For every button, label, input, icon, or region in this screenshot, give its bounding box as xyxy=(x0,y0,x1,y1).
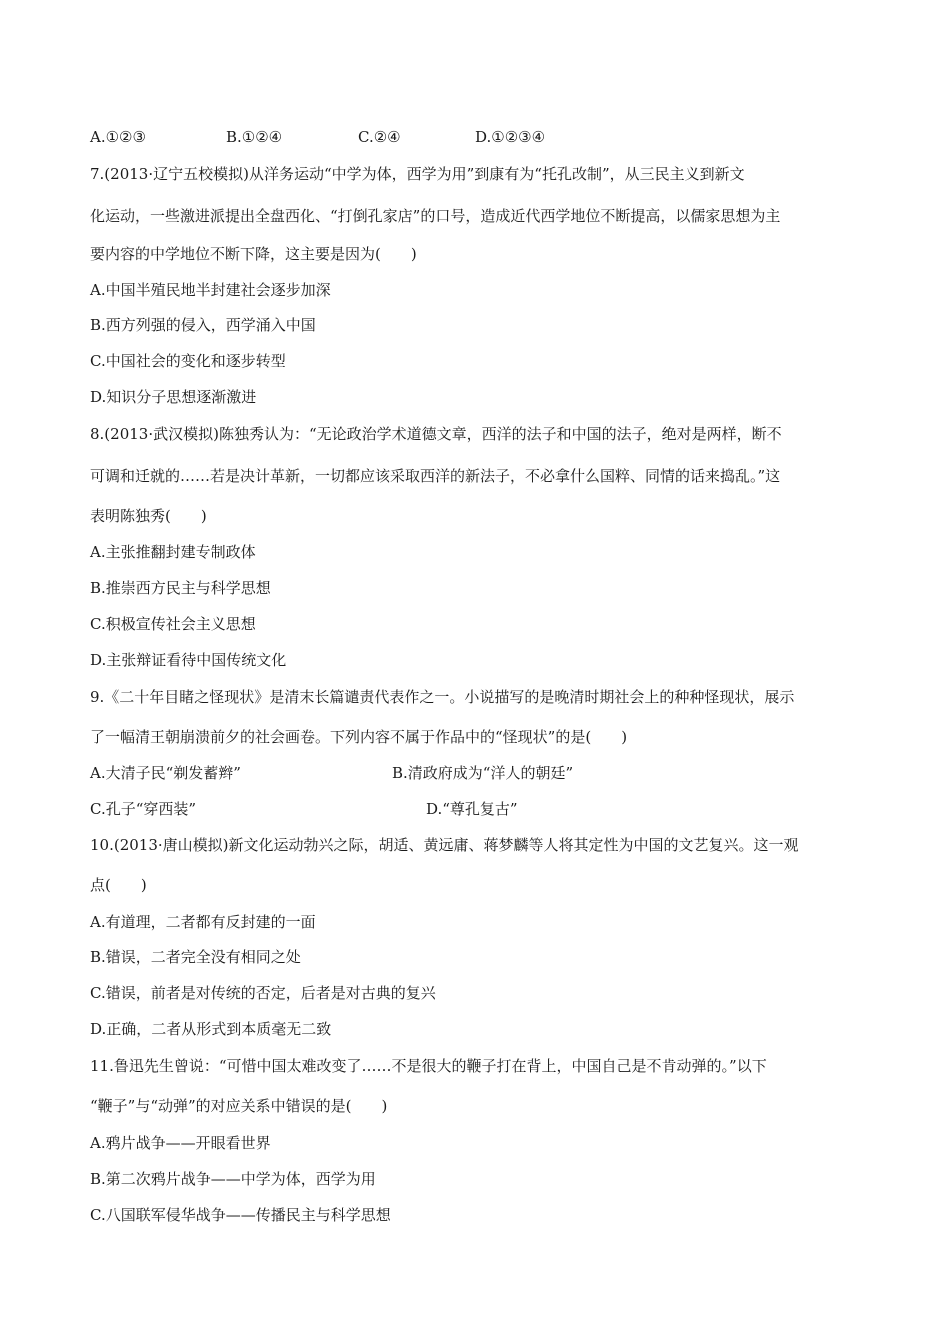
option-c: C.孔子“穿西装” xyxy=(90,800,197,818)
option-a: A.①②③ xyxy=(90,128,146,146)
question-stem-line: 8.(2013·武汉模拟)陈独秀认为：“无论政治学术道德文章，西洋的法子和中国的法子，绝对是两样，断不 xyxy=(90,425,782,443)
question-stem-line: 表明陈独秀( ) xyxy=(90,507,207,525)
option-a: A.主张推翻封建专制政体 xyxy=(90,543,256,561)
option-a: A.大清子民“剃发蓄辫” xyxy=(90,764,241,782)
option-a: A.鸦片战争——开眼看世界 xyxy=(90,1134,271,1152)
option-c: C.中国社会的变化和逐步转型 xyxy=(90,352,286,370)
option-b: B.错误，二者完全没有相同之处 xyxy=(90,948,301,966)
option-a: A.有道理，二者都有反封建的一面 xyxy=(90,913,316,931)
option-c: C.积极宣传社会主义思想 xyxy=(90,615,256,633)
option-b: B.推崇西方民主与科学思想 xyxy=(90,579,271,597)
option-a: A.中国半殖民地半封建社会逐步加深 xyxy=(90,281,331,299)
option-b: B.清政府成为“洋人的朝廷” xyxy=(392,764,574,782)
question-stem-line: 了一幅清王朝崩溃前夕的社会画卷。下列内容不属于作品中的“怪现状”的是( ) xyxy=(90,728,628,746)
question-stem-line: 要内容的中学地位不断下降，这主要是因为( ) xyxy=(90,245,417,263)
question-stem-line: 可调和迁就的……若是决计革新，一切都应该采取西洋的新法子，不必拿什么国粹、同情的话来捣乱。”这 xyxy=(90,467,781,485)
question-stem-line: 9.《二十年目睹之怪现状》是清末长篇谴责代表作之一。小说描写的是晚清时期社会上的种种怪现状，展示 xyxy=(90,688,795,706)
question-stem-line: 11.鲁迅先生曾说：“可惜中国太难改变了……不是很大的鞭子打在背上，中国自己是不肯动弹的。”以下 xyxy=(90,1057,767,1075)
question-stem-line: 10.(2013·唐山模拟)新文化运动勃兴之际，胡适、黄远庸、蒋梦麟等人将其定性为中国的文艺复兴。这一观 xyxy=(90,836,799,854)
option-b: B.西方列强的侵入，西学涌入中国 xyxy=(90,316,316,334)
option-d: D.“尊孔复古” xyxy=(426,800,518,818)
option-c: C.八国联军侵华战争——传播民主与科学思想 xyxy=(90,1206,391,1224)
option-d: D.知识分子思想逐渐激进 xyxy=(90,388,257,406)
option-d: D.主张辩证看待中国传统文化 xyxy=(90,651,287,669)
question-stem-line: 化运动，一些激进派提出全盘西化、“打倒孔家店”的口号，造成近代西学地位不断提高，以儒家思想为主 xyxy=(90,207,781,225)
option-b: B.第二次鸦片战争——中学为体，西学为用 xyxy=(90,1170,376,1188)
option-b: B.①②④ xyxy=(226,128,283,146)
option-d: D.①②③④ xyxy=(475,128,546,146)
option-c: C.②④ xyxy=(358,128,401,146)
question-stem-line: “鞭子”与“动弹”的对应关系中错误的是( ) xyxy=(90,1097,388,1115)
question-stem-line: 7.(2013·辽宁五校模拟)从洋务运动“中学为体，西学为用”到康有为“托孔改制”，从三民主义到新文 xyxy=(90,165,745,183)
option-d: D.正确，二者从形式到本质毫无二致 xyxy=(90,1020,332,1038)
option-c: C.错误，前者是对传统的否定，后者是对古典的复兴 xyxy=(90,984,436,1002)
question-stem-line: 点( ) xyxy=(90,876,147,894)
